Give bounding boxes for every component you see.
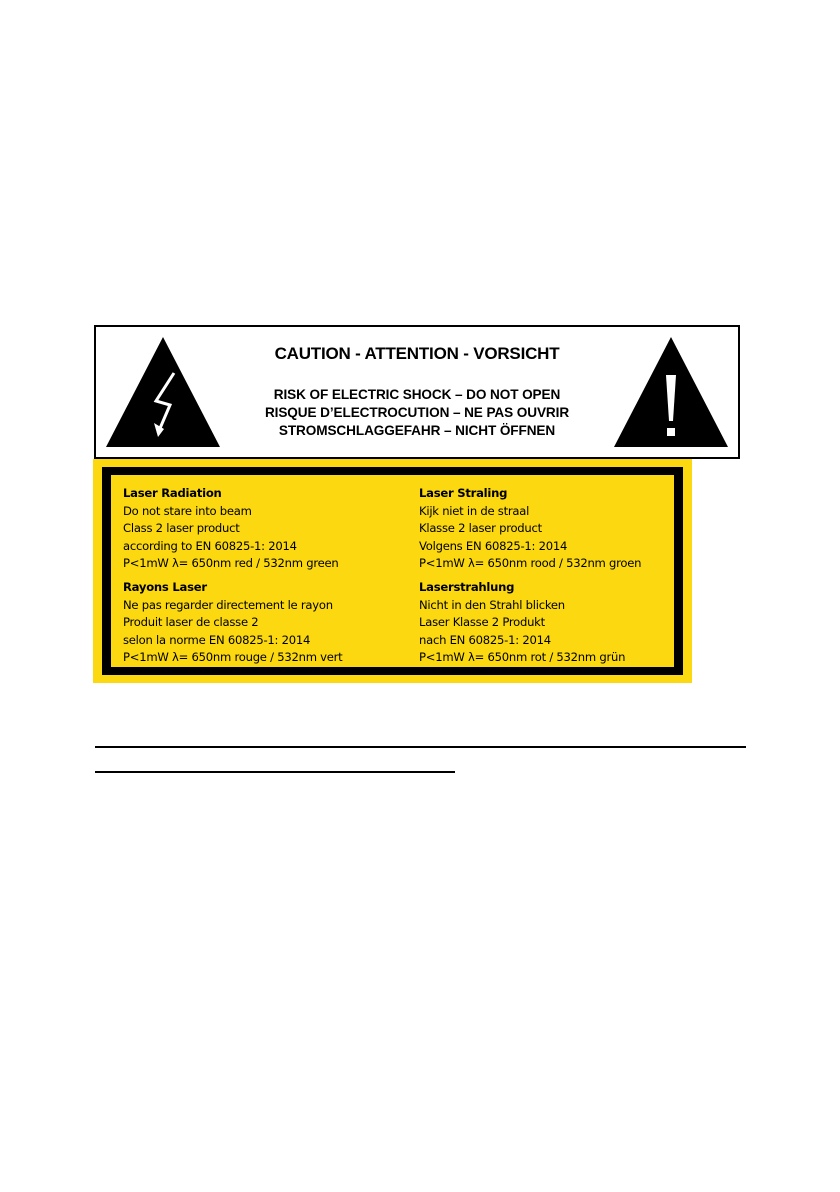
- laser-block-line: selon la norme EN 60825-1: 2014: [123, 632, 311, 647]
- laser-label-panel: [111, 475, 674, 667]
- laser-block-line: P<1mW λ= 650nm red / 532nm green: [123, 556, 339, 571]
- laser-block-english: [123, 485, 338, 573]
- laser-label: [93, 459, 692, 683]
- laser-block-heading: Rayons Laser: [123, 580, 207, 594]
- laser-block-line: nach EN 60825-1: 2014: [419, 632, 551, 647]
- laser-block-line: P<1mW λ= 650nm rot / 532nm grün: [419, 650, 626, 665]
- caution-title: CAUTION - ATTENTION - VORSICHT: [274, 344, 560, 363]
- laser-block-heading: Laser Straling: [419, 486, 508, 500]
- electric-shock-warning-icon: [104, 335, 222, 449]
- caution-line: STROMSCHLAGGEFAHR – NICHT ÖFFNEN: [278, 423, 556, 438]
- laser-block-line: Do not stare into beam: [123, 503, 252, 518]
- laser-block-line: Volgens EN 60825-1: 2014: [419, 538, 568, 553]
- laser-block-french: [123, 579, 342, 667]
- laser-block-line: Produit laser de classe 2: [123, 615, 259, 630]
- underline-rule: [95, 746, 746, 748]
- caution-line: RISQUE D’ELECTROCUTION – NE PAS OUVRIR: [264, 405, 570, 420]
- laser-block-heading: Laserstrahlung: [419, 580, 515, 594]
- caution-lines: [236, 386, 598, 440]
- laser-block-line: Nicht in den Strahl blicken: [419, 597, 565, 612]
- laser-block-heading: Laser Radiation: [123, 486, 222, 500]
- laser-block-line: Klasse 2 laser product: [419, 521, 542, 536]
- laser-label-border: [102, 467, 683, 675]
- laser-block-line: P<1mW λ= 650nm rood / 532nm groen: [419, 556, 642, 571]
- laser-block-line: Laser Klasse 2 Produkt: [419, 615, 545, 630]
- caution-text: [236, 327, 598, 440]
- laser-block-line: Class 2 laser product: [123, 521, 240, 536]
- laser-block-dutch: [419, 485, 641, 573]
- laser-block-line: according to EN 60825-1: 2014: [123, 538, 297, 553]
- caution-line: RISK OF ELECTRIC SHOCK – DO NOT OPEN: [273, 387, 561, 402]
- underline-rule: [95, 771, 455, 773]
- exclamation-warning-icon: [612, 335, 730, 449]
- laser-block-line: Kijk niet in de straal: [419, 503, 530, 518]
- caution-label: [94, 325, 740, 459]
- laser-block-german: [419, 579, 625, 667]
- laser-block-line: Ne pas regarder directement le rayon: [123, 597, 333, 612]
- laser-block-line: P<1mW λ= 650nm rouge / 532nm vert: [123, 650, 343, 665]
